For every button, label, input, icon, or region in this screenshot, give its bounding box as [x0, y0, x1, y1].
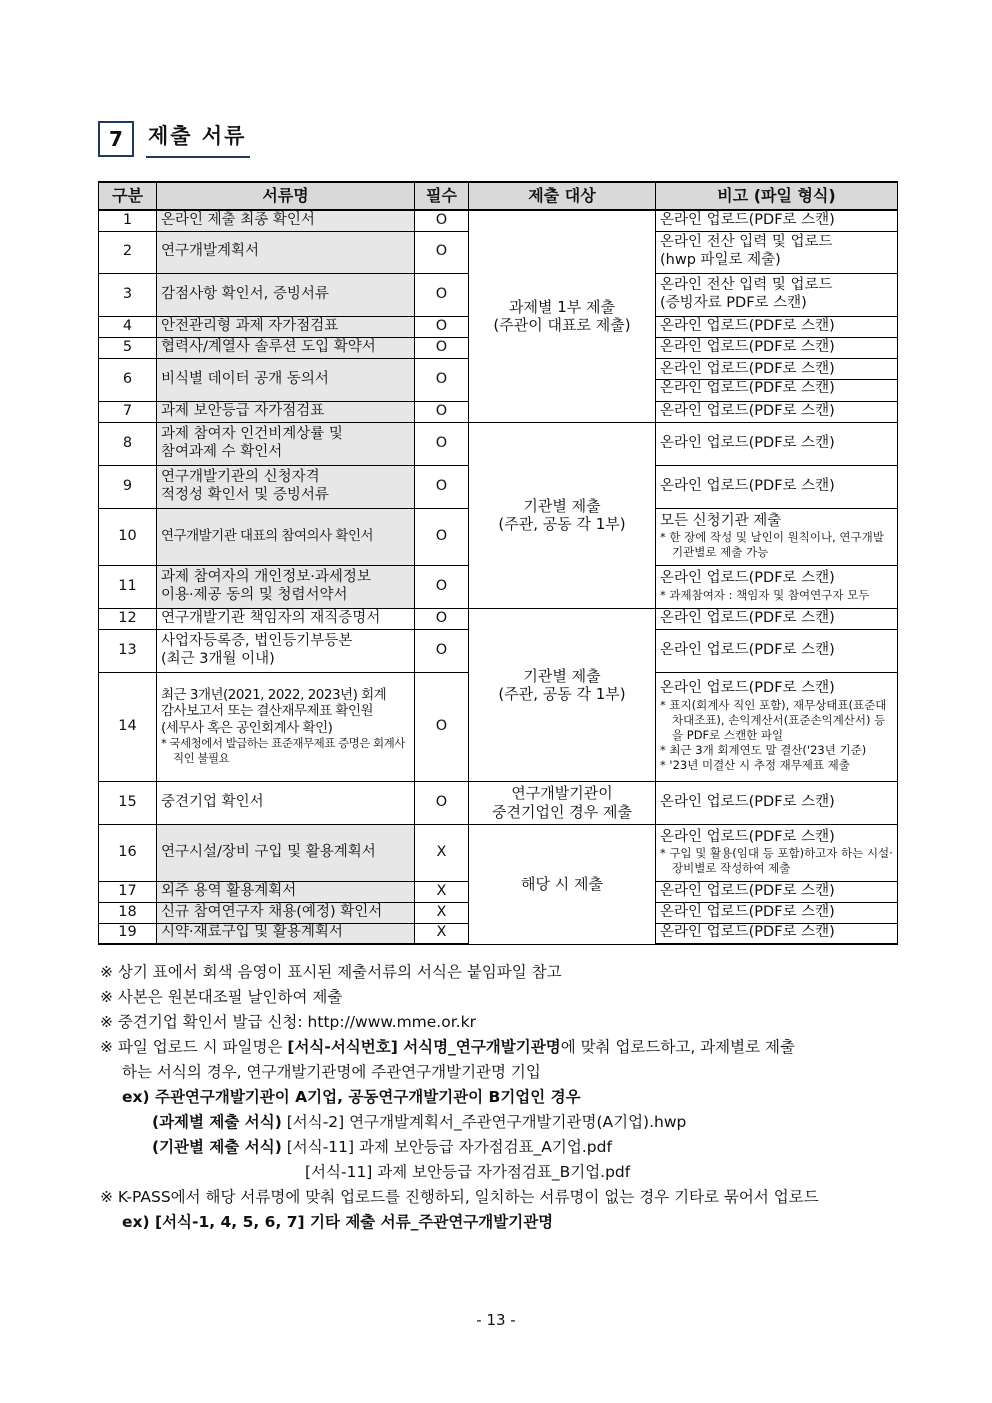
row-name: 연구개발기관의 신청자격 적정성 확인서 및 증빙서류: [157, 465, 415, 508]
row-no: 1: [99, 210, 157, 231]
row-required: O: [415, 337, 469, 358]
row-required: O: [415, 508, 469, 565]
row-required: O: [415, 210, 469, 231]
table-header-row: [99, 182, 898, 210]
remark-note: * 한 장에 작성 및 날인이 원칙이나, 연구개발기관별로 제출 가능: [660, 530, 884, 560]
row-no: 18: [99, 902, 157, 923]
row-remark: 온라인 업로드(PDF로 스캔): [656, 608, 898, 629]
row-name: 연구시설/장비 구입 및 활용계획서: [157, 824, 415, 881]
header-remark: 비고 (파일 형식): [656, 182, 898, 210]
row-remark: [656, 824, 898, 881]
row-name: 온라인 제출 최종 확인서: [157, 210, 415, 231]
row-name: 외주 용역 활용계획서: [157, 881, 415, 902]
example-project-form: (과제별 제출 서식) [서식-2] 연구개발계획서_주관연구개발기관명(A기업).hwp: [152, 1113, 687, 1131]
row-required: O: [415, 781, 469, 824]
row-required: O: [415, 273, 469, 316]
row-required: O: [415, 422, 469, 465]
row-name: 감점사항 확인서, 증빙서류: [157, 273, 415, 316]
remark-text: 모든 신청기관 제출: [660, 512, 782, 529]
group-target: 연구개발기관이 중견기업인 경우 제출: [469, 781, 656, 824]
file-naming-rule: [서식-서식번호] 서식명_연구개발기관명: [287, 1038, 561, 1056]
row-no: 9: [99, 465, 157, 508]
row-required: O: [415, 231, 469, 273]
row-required: O: [415, 565, 469, 608]
group-target: 과제별 1부 제출 (주관이 대표로 제출): [469, 210, 656, 422]
row-remark: 온라인 전산 입력 및 업로드 (증빙자료 PDF로 스캔): [656, 273, 898, 316]
row-name: 연구개발기관 책임자의 재직증명서: [157, 608, 415, 629]
row-remark: 온라인 업로드(PDF로 스캔): [656, 316, 898, 337]
row-remark: 온라인 업로드(PDF로 스캔): [656, 422, 898, 465]
row-no: 17: [99, 881, 157, 902]
table-row: [99, 781, 898, 824]
remark-note: * 최근 3개 회계연도 말 결산('23년 기준): [660, 742, 867, 757]
row-remark: 온라인 업로드(PDF로 스캔): [656, 337, 898, 358]
row-name: [157, 672, 415, 781]
row-required: O: [415, 401, 469, 422]
note-file-naming-cont: 하는 서식의 경우, 연구개발기관명에 주관연구개발기관명 기입: [122, 1063, 541, 1081]
row-required: O: [415, 629, 469, 672]
remark-line: 온라인 업로드(PDF로 스캔): [656, 379, 897, 398]
row-no: 4: [99, 316, 157, 337]
row-required: X: [415, 902, 469, 923]
note-form-reference: ※ 상기 표에서 회색 음영이 표시된 제출서류의 서식은 붙임파일 참고: [100, 963, 562, 981]
row-required: O: [415, 358, 469, 401]
note-copy-seal: ※ 사본은 원본대조필 날인하여 제출: [100, 988, 343, 1006]
row-no: 15: [99, 781, 157, 824]
row-remark: 온라인 업로드(PDF로 스캔): [656, 401, 898, 422]
row-remark: [656, 508, 898, 565]
row-no: 3: [99, 273, 157, 316]
row-remark: 온라인 업로드(PDF로 스캔): [656, 923, 898, 944]
remark-note: * '23년 미결산 시 추정 재무제표 제출: [660, 757, 850, 772]
example-institution-form: (기관별 제출 서식) [서식-11] 과제 보안등급 자가점검표_A기업.pdf: [152, 1138, 612, 1156]
example-institution-form-b: [서식-11] 과제 보안등급 자가점검표_B기업.pdf: [305, 1163, 631, 1181]
table-row: [99, 608, 898, 629]
section-title: 제출 서류: [146, 120, 250, 158]
example-etc-upload: ex) [서식-1, 4, 5, 6, 7] 기타 제출 서류_주관연구개발기관명: [122, 1213, 554, 1231]
row-name: 사업자등록증, 법인등기부등본 (최근 3개월 이내): [157, 629, 415, 672]
remark-text: 온라인 업로드(PDF로 스캔): [660, 570, 835, 587]
notes-section: [100, 960, 900, 1235]
row-no: 12: [99, 608, 157, 629]
row-name: 비식별 데이터 공개 동의서: [157, 358, 415, 401]
page-number: - 13 -: [476, 1311, 516, 1329]
remark-line: 온라인 업로드(PDF로 스캔): [660, 361, 835, 378]
note-kpass-upload: ※ K-PASS에서 해당 서류명에 맞춰 업로드를 진행하되, 일치하는 서류명이 없는 경우 기타로 묶어서 업로드: [100, 1188, 819, 1206]
row-no: 14: [99, 672, 157, 781]
row-no: 5: [99, 337, 157, 358]
row-name: 안전관리형 과제 자가점검표: [157, 316, 415, 337]
group-target: 기관별 제출 (주관, 공동 각 1부): [469, 422, 656, 608]
row-name: 시약·재료구입 및 활용계획서: [157, 923, 415, 944]
row-remark: 온라인 전산 입력 및 업로드 (hwp 파일로 제출): [656, 231, 898, 273]
row-remark: 온라인 업로드(PDF로 스캔): [656, 629, 898, 672]
row-no: 7: [99, 401, 157, 422]
row-required: O: [415, 465, 469, 508]
row-remark: 온라인 업로드(PDF로 스캔): [656, 881, 898, 902]
row-required: O: [415, 316, 469, 337]
row-remark: 온라인 업로드(PDF로 스캔): [656, 902, 898, 923]
row-remark: [656, 565, 898, 608]
group-target: 해당 시 제출: [469, 824, 656, 944]
row-required: O: [415, 608, 469, 629]
remark-text: 온라인 업로드(PDF로 스캔): [660, 828, 835, 845]
header-required: 필수: [415, 182, 469, 210]
row-remark: [656, 672, 898, 781]
row-remark-split: [656, 358, 898, 401]
section-number: 7: [98, 121, 134, 157]
row-remark: 온라인 업로드(PDF로 스캔): [656, 210, 898, 231]
row-required: X: [415, 923, 469, 944]
remark-note: * 표지(회계사 직인 포함), 재무상태표(표준대차대조표), 손익계산서(표준손익계산서) 등을 PDF로 스캔한 파일: [660, 698, 887, 742]
header-target: 제출 대상: [469, 182, 656, 210]
row-no: 10: [99, 508, 157, 565]
row-required: X: [415, 881, 469, 902]
row-name: 과제 참여자의 개인정보·과세정보 이용·제공 동의 및 청렴서약서: [157, 565, 415, 608]
row-no: 11: [99, 565, 157, 608]
submission-documents-table: [98, 181, 898, 945]
remark-note: * 구입 및 활용(임대 등 포함)하고자 하는 시설·장비별로 작성하여 제출: [660, 846, 893, 876]
header-no: 구분: [99, 182, 157, 210]
row-no: 2: [99, 231, 157, 273]
row-required: X: [415, 824, 469, 881]
header-name: 서류명: [157, 182, 415, 210]
row-name: 중견기업 확인서: [157, 781, 415, 824]
table-row: [99, 422, 898, 465]
remark-note: * 과제참여자 : 책임자 및 참여연구자 모두: [660, 587, 870, 602]
row-no: 6: [99, 358, 157, 401]
row-remark: 온라인 업로드(PDF로 스캔): [656, 781, 898, 824]
row-no: 8: [99, 422, 157, 465]
row-required: O: [415, 672, 469, 781]
table-row: [99, 824, 898, 881]
note-file-naming: ※ 파일 업로드 시 파일명은 [서식-서식번호] 서식명_연구개발기관명에 맞춰 업로드하고, 과제별로 제출: [100, 1038, 795, 1056]
example-heading: ex) 주관연구개발기관이 A기업, 공동연구개발기관이 B기업인 경우: [122, 1088, 581, 1106]
row-name: 신규 참여연구자 채용(예정) 확인서: [157, 902, 415, 923]
row-name: 과제 참여자 인건비계상률 및 참여과제 수 확인서: [157, 422, 415, 465]
name-note: * 국세청에서 발급하는 표준재무제표 증명은 회계사 직인 불필요: [161, 736, 405, 766]
row-name: 연구개발계획서: [157, 231, 415, 273]
row-name: 연구개발기관 대표의 참여의사 확인서: [157, 508, 415, 565]
name-text: 최근 3개년(2021, 2022, 2023년) 회계 감사보고서 또는 결산재무제표 확인원 (세무사 혹은 공인회계사 확인): [161, 686, 387, 736]
table-row: [99, 210, 898, 231]
section-heading: [98, 120, 250, 158]
row-no: 16: [99, 824, 157, 881]
row-name: 협력사/계열사 솔루션 도입 확약서: [157, 337, 415, 358]
remark-text: 온라인 업로드(PDF로 스캔): [660, 680, 835, 697]
group-target: 기관별 제출 (주관, 공동 각 1부): [469, 608, 656, 781]
note-certificate-url: ※ 중견기업 확인서 발급 신청: http://www.mme.or.kr: [100, 1013, 476, 1031]
row-no: 19: [99, 923, 157, 944]
row-name: 과제 보안등급 자가점검표: [157, 401, 415, 422]
row-remark: 온라인 업로드(PDF로 스캔): [656, 465, 898, 508]
row-no: 13: [99, 629, 157, 672]
